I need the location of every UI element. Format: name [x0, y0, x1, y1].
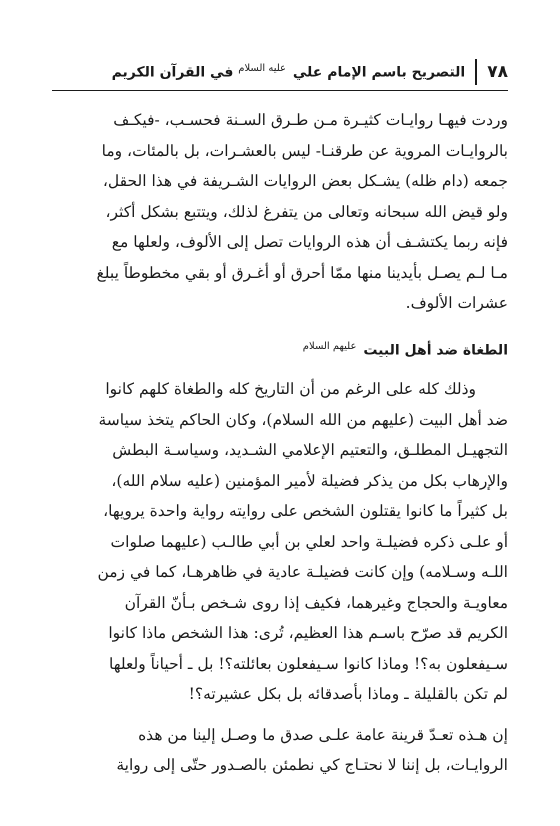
text-line: فإنه ربما يكتشـف أن هذه الروايات تصل إلى الألوف، ولعلها مع — [111, 233, 508, 251]
paragraph-2 — [52, 374, 508, 710]
text-line: سـيفعلون به؟! وماذا كانوا سـيفعلون بعائلته؟! بل ـ أحياناً ولعلها — [109, 654, 508, 673]
text-line: الكريم قد صرّح باسـم هذا العظيم، تُرى: هذا الشخص ماذا كانوا — [108, 624, 508, 643]
section-heading-text: الطغاة ضد أهل البيت — [363, 342, 508, 359]
running-title-tail: في القرآن الكريم — [111, 64, 234, 81]
running-title — [112, 63, 466, 81]
text-line: جمعه (دام ظله) يشـكل بعض الروايات الشـريفة في هذا الحقل، — [102, 172, 508, 190]
text-line: لم تكن بالقليلة ـ وماذا بأصدقائه بل بكل عشيرته؟! — [188, 685, 508, 704]
paragraph-3 — [52, 720, 508, 781]
text-line: والإرهاب بكل من يذكر فضيلة لأمير المؤمنين (عليه سلام الله)، — [111, 471, 508, 490]
text-line: اللـه وسـلامه) وإن كانت فضيلـة عادية في ظاهرهـا، كما في زمن — [97, 563, 508, 582]
text-line: أو علـى ذكره فضيلـة واحد لعلي بن أبي طالـب (عليهما صلوات — [110, 532, 508, 551]
text-line: إن هـذه تعـدّ قرينة عامة علـى صدق ما وصـل إلينا من هذه — [138, 725, 508, 744]
honorific-ligature: عليه السلام — [238, 63, 286, 75]
text-line: ولو قيض الله سبحانه وتعالى من يتفرغ لذلك، ويتتبع بشكل أكثر، — [105, 202, 508, 221]
text-line: ضد أهل البيت (عليهم من الله السلام)، وكان الحاكم يتخذ سياسة — [98, 410, 508, 429]
section-heading — [52, 335, 508, 363]
text-line: مـا لـم يصـل بأيدينا منها ممّا أحرق أو أغـرق أو بقي مخطوطاً يبلغ — [96, 263, 508, 282]
honorific-ligature: عليهم السلام — [302, 340, 357, 352]
text-line: الروايـات، بل إننا لا نحتـاج كي نطمئن بالصـدور حتّى إلى رواية — [116, 756, 508, 775]
header-divider — [475, 59, 477, 85]
running-title-text: التصريح باسم الإمام علي — [292, 64, 466, 81]
text-line: وردت فيهـا روايـات كثيـرة مـن طـرق السـنة فحسـب، -فيكـف — [113, 111, 508, 129]
text-line: وذلك كله على الرغم من أن التاريخ كله والطغاة كلهم كانوا — [105, 380, 476, 399]
text-line: بل كثيراً ما كانوا يقتلون الشخص على روايته رواية واحدة يرويها، — [103, 502, 508, 521]
text-line: معاويـة والحجاج وغيرهما، فكيف إذا روى شـخص بـأنّ القرآن — [124, 593, 508, 612]
page-number: ٧٨ — [487, 62, 508, 82]
text-line: بالروايـات المروية عن طرقنـا- ليس بالعشـرات، بل بالمئات، وما — [101, 141, 508, 160]
paragraph-1 — [52, 105, 508, 319]
text-line: التجهيـل المطلـق، والتعتيم الإعلامي الشـديد، وسياسـة البطش — [112, 441, 508, 460]
text-line: عشرات الألوف. — [405, 294, 508, 312]
page-header — [52, 54, 508, 91]
